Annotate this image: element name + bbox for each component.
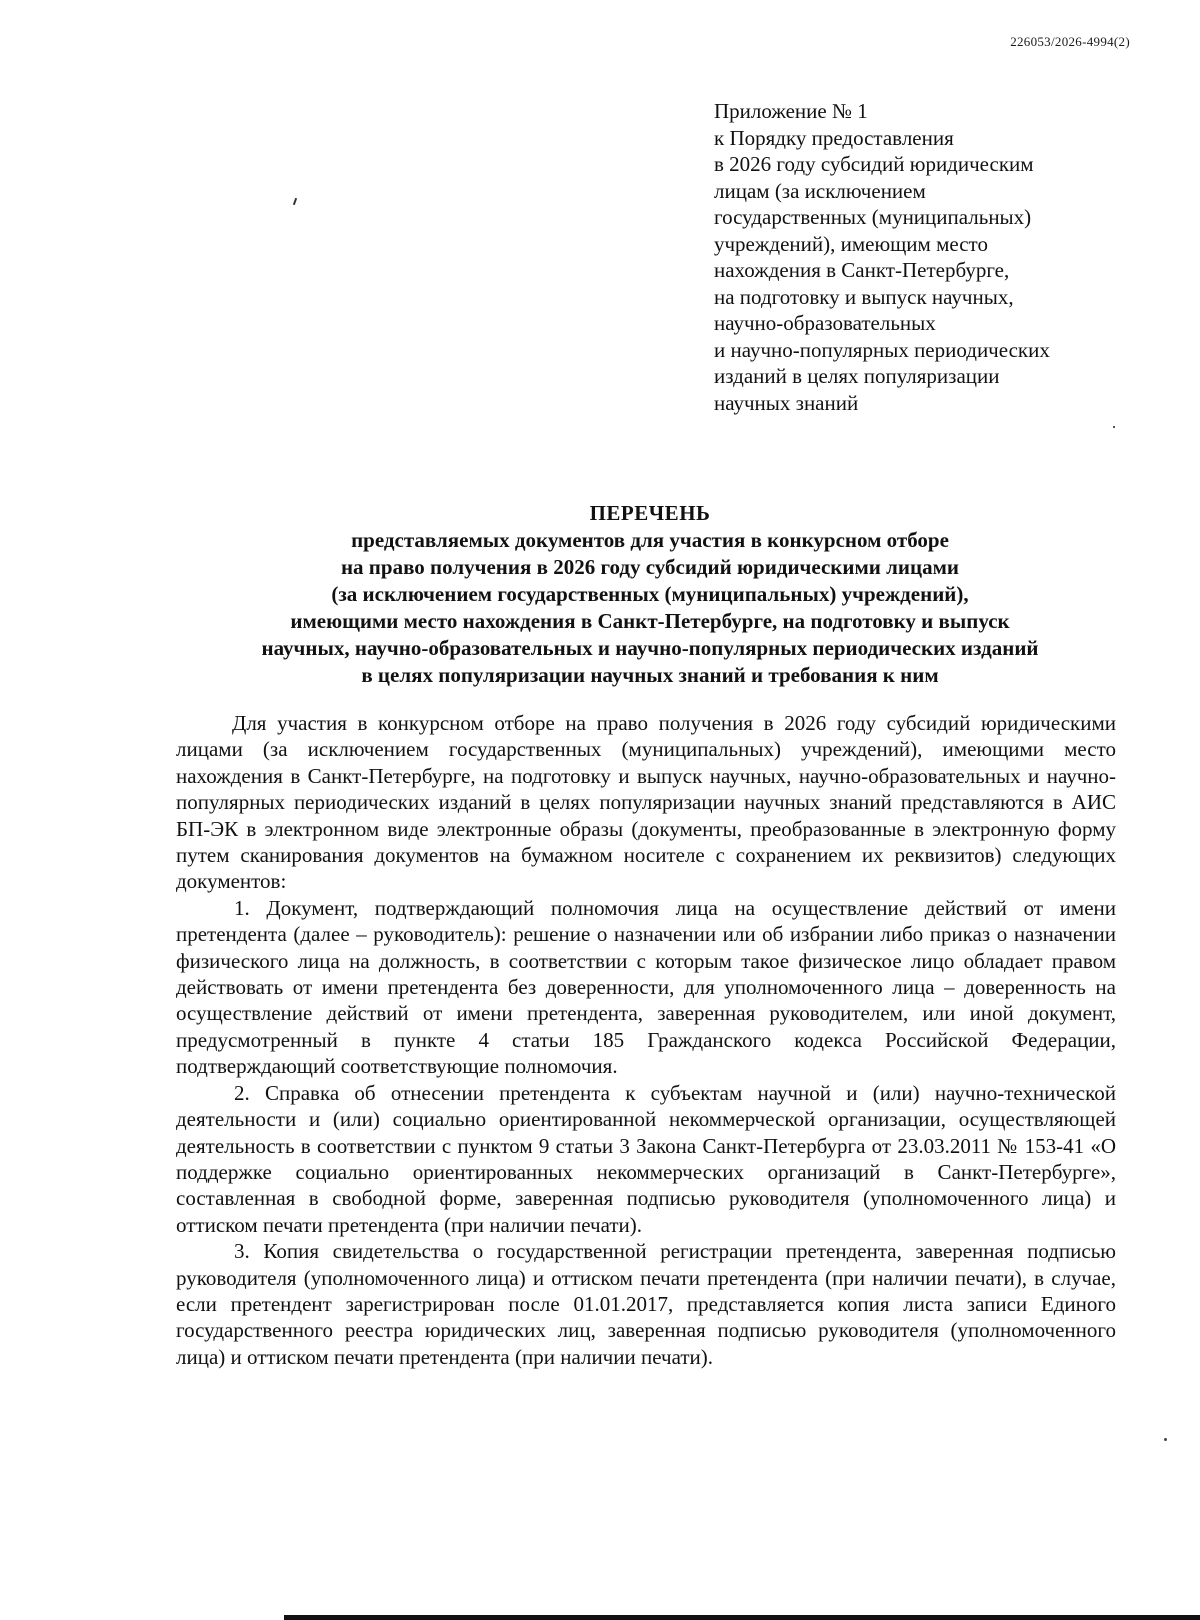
- appendix-line: нахождения в Санкт-Петербурге,: [714, 258, 1010, 282]
- appendix-line: и научно-популярных периодических: [714, 337, 1050, 362]
- scan-artifact-dot-lower: [1164, 1438, 1167, 1441]
- appendix-line: Приложение № 1: [714, 99, 868, 123]
- appendix-header: [714, 98, 1154, 416]
- subtitle-line: имеющими место нахождения в Санкт-Петербурге, на подготовку и выпуск: [290, 609, 1010, 633]
- subtitle-line: на право получения в 2026 году субсидий юридическими лицами: [340, 555, 960, 579]
- subtitle-line: (за исключением государственных (муниципальных) учреждений),: [331, 582, 969, 606]
- appendix-line: научных знаний: [714, 390, 859, 415]
- appendix-line: учреждений), имеющим место: [714, 231, 988, 256]
- document-number: 226053/2026-4994(2): [1010, 34, 1130, 49]
- appendix-line: лицам (за исключением: [714, 178, 926, 203]
- appendix-line: на подготовку и выпуск научных,: [714, 284, 1014, 309]
- scan-artifact-dot: [1113, 426, 1115, 428]
- list-item: 1. Документ, подтверждающий полномочия лица на осуществление действий от имени претендента (далее – руководитель): решение о назначении или об избрании либо приказ о назначении физического лица на должность, в соответствии с которым такое физическое лицо обладает правом действовать от имени претендента без доверенности, для уполномоченного лица – доверенность на осуществление действий от имени претендента, заверенная руководителем, или иной документ, предусмотренный в пункте 4 статьи 185 Гражданского кодекса Российской Федерации, подтверждающий соответствующие полномочия.: [176, 895, 1116, 1079]
- document-title-block: [150, 500, 1150, 689]
- list-item: 2. Справка об отнесении претендента к субъектам научной и (или) научно-технической деятельности и (или) социально ориентированной некоммерческой организации, осуществляющей деятельность в соответствии с пунктом 9 статьи 3 Закона Санкт-Петербурга от 23.03.2011 № 153-41 «О поддержке социально ориентированных некоммерческих организаций в Санкт-Петербурге», составленная в свободной форме, заверенная подписью руководителя (уполномоченного лица) и оттиском печати претендента (при наличии печати).: [176, 1080, 1116, 1237]
- intro-paragraph: Для участия в конкурсном отборе на право получения в 2026 году субсидий юридическими лицами (за исключением государственных (муниципальных) учреждений), имеющими место нахождения в Санкт-Петербурге, на подготовку и выпуск научных, научно-образовательных и научно-популярных периодических изданий в целях популяризации научных знаний представляются в АИС БП-ЭК в электронном виде электронные образы (документы, преобразованные в электронную форму путем сканирования документов на бумажном носителе с сохранением их реквизитов) следующих документов:: [176, 711, 1116, 894]
- document-title: ПЕРЕЧЕНЬ: [589, 501, 711, 525]
- appendix-line: государственных (муниципальных): [714, 205, 1032, 229]
- appendix-line: к Порядку предоставления: [714, 125, 954, 150]
- list-item: 3. Копия свидетельства о государственной регистрации претендента, заверенная подписью руководителя (уполномоченного лица) и оттиском печати претендента (при наличии печати), в случае, если претендент зарегистрирован после 01.01.2017, представляется копия листа записи Единого государственного реестра юридических лиц, заверенная подписью руководителя (уполномоченного лица) и оттиском печати претендента (при наличии печати).: [176, 1239, 1116, 1369]
- document-body: [176, 710, 1116, 1370]
- subtitle-line: научных, научно-образовательных и научно-популярных периодических изданий: [261, 636, 1039, 660]
- scan-bottom-edge: [284, 1615, 1200, 1620]
- subtitle-line: в целях популяризации научных знаний и требования к ним: [361, 663, 939, 687]
- appendix-line: научно-образовательных: [714, 311, 936, 335]
- scan-artifact-mark: [293, 198, 297, 205]
- appendix-line: в 2026 году субсидий юридическим: [714, 152, 1034, 176]
- appendix-line: изданий в целях популяризации: [714, 364, 1000, 388]
- subtitle-line: представляемых документов для участия в конкурсном отборе: [351, 528, 949, 552]
